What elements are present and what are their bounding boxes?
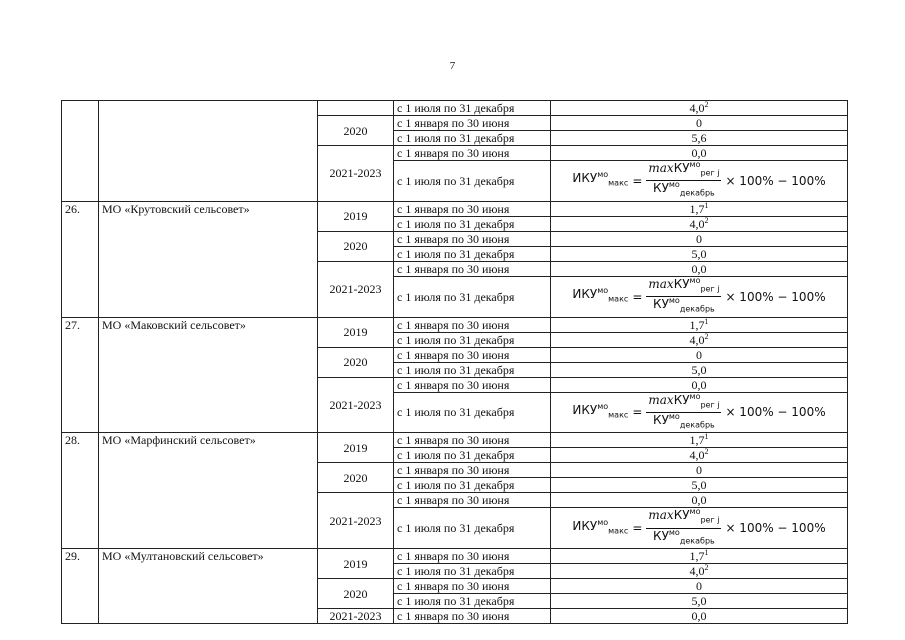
- year-cell: 2020: [318, 463, 394, 493]
- formula: [572, 161, 825, 201]
- footnote-mark: 2: [704, 563, 709, 573]
- formula-den-sub: декабрь: [679, 188, 715, 198]
- value-cell: $1,7^1$: [551, 201, 848, 216]
- value-cell: [551, 276, 848, 317]
- table-row: [62, 101, 848, 116]
- formula-lhs-main: ИКУ: [572, 171, 598, 186]
- formula-lhs-main: ИКУ: [572, 286, 598, 301]
- year-cell: 2019: [318, 433, 394, 463]
- formula-den-sub: декабрь: [679, 420, 715, 430]
- value-cell: 0: [551, 463, 848, 478]
- formula-rest: × 100% − 100%: [725, 173, 826, 188]
- period-cell: с 1 января по 30 июня: [394, 579, 551, 594]
- formula: [572, 277, 825, 317]
- period-cell: с 1 января по 30 июня: [394, 261, 551, 276]
- year-cell: 2019: [318, 317, 394, 347]
- table-row: [62, 317, 848, 332]
- formula-rest: × 100% − 100%: [725, 521, 826, 536]
- footnote-mark: 1: [704, 432, 709, 442]
- value-cell: [551, 392, 848, 433]
- value-cell: 0,0: [551, 261, 848, 276]
- formula-den-sup: мо: [668, 527, 680, 537]
- value-cell: 5,0: [551, 246, 848, 261]
- period-cell: с 1 января по 30 июня: [394, 146, 551, 161]
- footnote-mark: 1: [704, 316, 709, 326]
- footnote-mark: 2: [704, 447, 709, 457]
- value-cell: $1,7^1$: [551, 317, 848, 332]
- year-cell: 2020: [318, 116, 394, 146]
- formula-den-main: КУ: [653, 412, 669, 427]
- period-cell: с 1 января по 30 июня: [394, 201, 551, 216]
- formula-num-main: КУ: [673, 276, 690, 291]
- period-cell: с 1 января по 30 июня: [394, 549, 551, 564]
- period-cell: с 1 января по 30 июня: [394, 609, 551, 624]
- formula: [572, 508, 825, 548]
- formula-lhs-sub: макс: [608, 410, 629, 420]
- formula-lhs: [572, 287, 628, 306]
- formula-lhs-sup: мо: [597, 517, 609, 527]
- formula-lhs-sub: макс: [608, 525, 629, 535]
- year-cell: 2021-2023: [318, 609, 394, 624]
- year-cell: 2021-2023: [318, 377, 394, 433]
- formula-den-sup: мо: [668, 411, 680, 421]
- formula-lhs-sup: мо: [597, 401, 609, 411]
- value-cell: $4,0^2$: [551, 101, 848, 116]
- value-cell: 0: [551, 231, 848, 246]
- formula-num-main: КУ: [673, 392, 690, 407]
- formula-equals: =: [632, 173, 643, 188]
- formula-lhs-sup: мо: [597, 285, 609, 295]
- formula-den-sub: декабрь: [679, 304, 715, 314]
- formula-num-sup: мо: [689, 391, 701, 401]
- entry-number-cell: 26.: [62, 201, 99, 317]
- period-cell: с 1 июля по 31 декабря: [394, 246, 551, 261]
- mo-name-cell: [99, 101, 318, 202]
- period-cell: с 1 января по 30 июня: [394, 317, 551, 332]
- formula-num-sup: мо: [689, 275, 701, 285]
- period-cell: с 1 июля по 31 декабря: [394, 478, 551, 493]
- value-cell: $4,0^2$: [551, 448, 848, 463]
- value-cell: 0,0: [551, 609, 848, 624]
- formula-den-main: КУ: [653, 297, 669, 312]
- period-cell: с 1 июля по 31 декабря: [394, 564, 551, 579]
- page-number: 7: [449, 60, 456, 72]
- footnote-mark: 2: [704, 331, 709, 341]
- formula-num-sub: рег j: [700, 399, 720, 409]
- formula-rest: × 100% − 100%: [725, 405, 826, 420]
- value-cell: 5,0: [551, 594, 848, 609]
- formula-denominator: [651, 413, 717, 432]
- formula-equals: =: [632, 521, 643, 536]
- mo-name-cell: МО «Маковский сельсовет»: [99, 317, 318, 433]
- formula-den-sup: мо: [668, 296, 680, 306]
- formula-fraction: [646, 161, 721, 201]
- formula-lhs: [572, 171, 628, 190]
- period-cell: с 1 января по 30 июня: [394, 377, 551, 392]
- value-cell: 0: [551, 116, 848, 131]
- value-cell: 0,0: [551, 493, 848, 508]
- value-cell: $4,0^2$: [551, 564, 848, 579]
- period-cell: с 1 июля по 31 декабря: [394, 161, 551, 202]
- mo-name-cell: МО «Крутовский сельсовет»: [99, 201, 318, 317]
- year-cell: 2019: [318, 201, 394, 231]
- footnote-mark: 1: [704, 200, 709, 210]
- formula-num-sup: мо: [689, 507, 701, 517]
- formula-lhs: [572, 519, 628, 538]
- period-cell: с 1 января по 30 июня: [394, 433, 551, 448]
- formula-fraction: [646, 277, 721, 317]
- formula-max: max: [648, 392, 674, 407]
- formula-den-main: КУ: [653, 181, 669, 196]
- table-row: [62, 549, 848, 564]
- period-cell: с 1 января по 30 июня: [394, 347, 551, 362]
- formula-fraction: [646, 393, 721, 433]
- year-cell: 2021-2023: [318, 493, 394, 549]
- formula-num-main: КУ: [673, 508, 690, 523]
- period-cell: с 1 июля по 31 декабря: [394, 508, 551, 549]
- formula: [572, 393, 825, 433]
- formula-denominator: [651, 529, 717, 548]
- value-cell: $4,0^2$: [551, 216, 848, 231]
- period-cell: с 1 июля по 31 декабря: [394, 448, 551, 463]
- formula-numerator: [646, 161, 721, 181]
- value-cell: 5,0: [551, 478, 848, 493]
- value-cell: $4,0^2$: [551, 332, 848, 347]
- formula-numerator: [646, 393, 721, 413]
- year-cell: [318, 101, 394, 116]
- formula-rest: × 100% − 100%: [725, 289, 826, 304]
- formula-max: max: [648, 276, 674, 291]
- formula-numerator: [646, 508, 721, 528]
- footnote-mark: 2: [704, 215, 709, 225]
- entry-number-cell: 27.: [62, 317, 99, 433]
- period-cell: с 1 июля по 31 декабря: [394, 594, 551, 609]
- mo-name-cell: МО «Марфинский сельсовет»: [99, 433, 318, 549]
- formula-num-main: КУ: [673, 161, 690, 175]
- value-cell: 0,0: [551, 377, 848, 392]
- formula-max: max: [648, 161, 674, 175]
- formula-numerator: [646, 277, 721, 297]
- value-cell: [551, 508, 848, 549]
- formula-equals: =: [632, 289, 643, 304]
- value-cell: $1,7^1$: [551, 433, 848, 448]
- formula-max: max: [648, 508, 674, 523]
- formula-equals: =: [632, 405, 643, 420]
- formula-lhs-main: ИКУ: [572, 518, 598, 533]
- footnote-mark: 1: [704, 548, 709, 558]
- value-cell: 0,0: [551, 146, 848, 161]
- formula-lhs-sub: макс: [608, 294, 629, 304]
- period-cell: с 1 июля по 31 декабря: [394, 101, 551, 116]
- formula-denominator: [651, 297, 717, 316]
- period-cell: с 1 июля по 31 декабря: [394, 332, 551, 347]
- entry-number-cell: 28.: [62, 433, 99, 549]
- formula-lhs-sup: мо: [597, 170, 609, 180]
- year-cell: 2020: [318, 231, 394, 261]
- period-cell: с 1 января по 30 июня: [394, 463, 551, 478]
- formula-fraction: [646, 508, 721, 548]
- formula-denominator: [651, 181, 717, 200]
- tariff-table: [61, 100, 848, 624]
- formula-lhs: [572, 403, 628, 422]
- value-cell: [551, 161, 848, 202]
- period-cell: с 1 июля по 31 декабря: [394, 131, 551, 146]
- entry-number-cell: 29.: [62, 549, 99, 624]
- year-cell: 2021-2023: [318, 146, 394, 202]
- formula-den-sub: декабрь: [679, 536, 715, 546]
- formula-num-sub: рег j: [700, 168, 720, 178]
- footnote-mark: 2: [704, 100, 709, 109]
- entry-number-cell: [62, 101, 99, 202]
- table-row: [62, 433, 848, 448]
- period-cell: с 1 января по 30 июня: [394, 231, 551, 246]
- value-cell: $1,7^1$: [551, 549, 848, 564]
- year-cell: 2021-2023: [318, 261, 394, 317]
- formula-lhs-sub: макс: [608, 178, 629, 188]
- year-cell: 2020: [318, 579, 394, 609]
- period-cell: с 1 июля по 31 декабря: [394, 216, 551, 231]
- formula-num-sup: мо: [689, 160, 701, 169]
- period-cell: с 1 января по 30 июня: [394, 493, 551, 508]
- period-cell: с 1 июля по 31 декабря: [394, 362, 551, 377]
- value-cell: 5,6: [551, 131, 848, 146]
- value-cell: 5,0: [551, 362, 848, 377]
- year-cell: 2019: [318, 549, 394, 579]
- formula-den-sup: мо: [668, 180, 680, 190]
- year-cell: 2020: [318, 347, 394, 377]
- period-cell: с 1 января по 30 июня: [394, 116, 551, 131]
- value-cell: 0: [551, 347, 848, 362]
- formula-num-sub: рег j: [700, 284, 720, 294]
- value-cell: 0: [551, 579, 848, 594]
- formula-lhs-main: ИКУ: [572, 402, 598, 417]
- mo-name-cell: МО «Мултановский сельсовет»: [99, 549, 318, 624]
- period-cell: с 1 июля по 31 декабря: [394, 276, 551, 317]
- table-row: [62, 201, 848, 216]
- formula-num-sub: рег j: [700, 515, 720, 525]
- formula-den-main: КУ: [653, 528, 669, 543]
- period-cell: с 1 июля по 31 декабря: [394, 392, 551, 433]
